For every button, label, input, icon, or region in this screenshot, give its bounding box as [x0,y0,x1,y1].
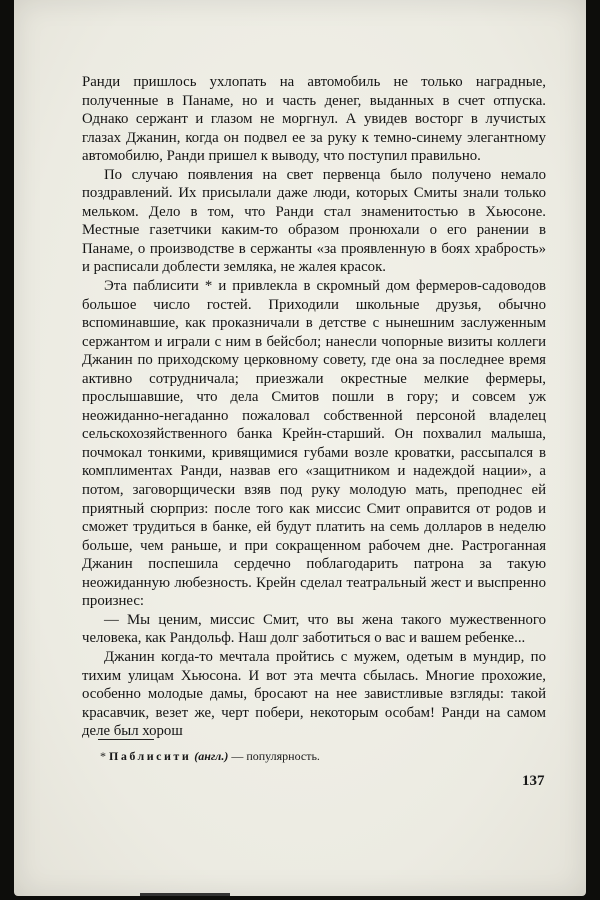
paragraph-4: — Мы ценим, миссис Смит, что вы жена такого мужественного человека, как Рандольф. Наш долг заботиться о вас и вашем ребенке... [82,611,546,647]
footnote-language: (англ.) [194,749,229,763]
footnote-term: Паблисити [109,749,192,763]
bottom-edge-mark [140,893,230,896]
footnote-definition: популярность. [246,749,320,763]
footnote-marker: * [100,749,106,763]
paragraph-5: Джанин когда-то мечтала пройтись с мужем, одетым в мундир, по тихим улицам Хьюсона. И вот эта мечта сбылась. Многие прохожие, особенно молодые дамы, бросают на нее завистливые взгляды: такой красавчик, везет же, черт побери, некоторым особам! Ранди на самом деле был хорош [82,648,546,740]
paragraph-1: Ранди пришлось ухлопать на автомобиль не только наградные, полученные в Панаме, но и часть денег, выданных в счет отпуска. Однако сержант и глазом не моргнул. А увидев восторг в лучистых глазах Джанин, когда он подвел ее за руку к темно-синему элегантному автомобилю, Ранди пришел к выводу, что поступил правильно. [82,74,546,165]
footnote-dash: — [231,749,244,763]
main-text [82,73,546,741]
book-page [14,0,586,896]
paragraph-3: Эта паблисити * и привлекла в скромный дом фермеров-садоводов большое число гостей. Приходили школьные друзья, обычно вспоминавшие, как проказничали в детстве с нынешним заслуженным сержантом и играли с ним в бейсбол; нанесли чопорные визиты коллеги Джанин по приходскому церковному совету, где она за последнее время активно сотрудничала; приезжали окрестные мелкие фермеры, прослышавшие, что дела Смитов пошли в гору; и совсем уж неожиданно-негаданно пожаловал собственной персоной владелец сельскохозяйственного банка Крейн-старший. Он похвалил малыша, почмокал тонкими, кривящимися губами возле кроватки, рассыпался в комплиментах Ранди, назвав его «защитником и надеждой нации», а потом, заговорщически взяв под руку молодую мать, преподнес ей приятный сюрприз: после того как миссис Смит оправится от родов и сможет трудиться в банке, ей будут платить на семь долларов в неделю больше, чем раньше, и при сокращенном рабочем дне. Растроганная Джанин поспешила сердечно поблагодарить патрона за такую неожиданную любезность. Крейн сделал театральный жест и выспренно произнес: [82,278,546,610]
footnote [100,749,320,763]
footnote-divider [98,739,154,740]
paragraph-2: По случаю появления на свет первенца было получено немало поздравлений. Их присылали даже люди, которых Смиты знали только мельком. Дело в том, что Ранди стал знаменитостью в Хьюсоне. Местные газетчики каким-то образом пронюхали о его ранении в Панаме, о производстве в сержанты «за проявленную в боях храбрость» и расписали доблести земляка, не жалея красок. [82,166,546,276]
page-number: 137 [522,773,545,789]
